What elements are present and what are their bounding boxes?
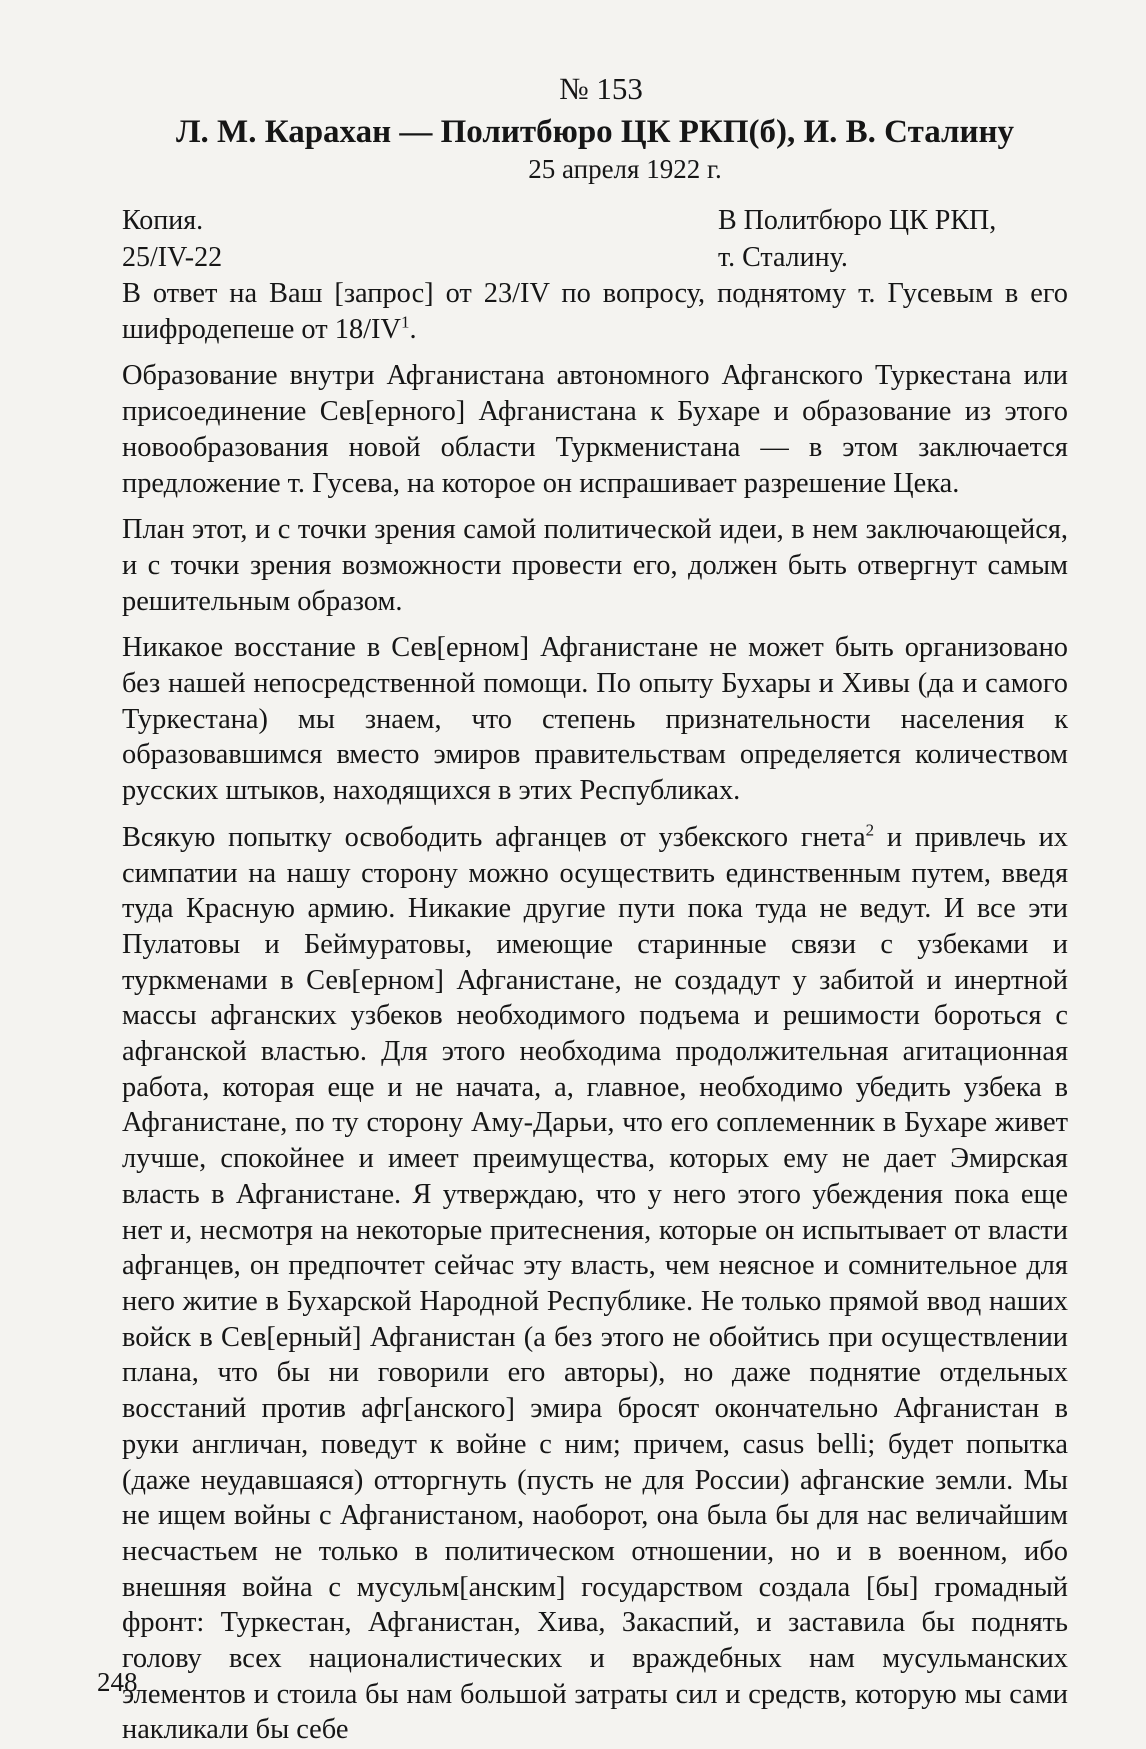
paragraph-5: Всякую попытку освободить афганцев от узбекского гнета$^2$ и привлечь их симпатии на нашу сторону можно осуществить единственным путем, введя туда Красную армию. Никакие другие пути пока туда не ведут. И все эти Пулатовы и Беймуратовы, имеющие старинные связи с узбеками и туркменами в Сев[ерном] Афганистане, не создадут у забитой и инертной массы афганских узбеков необходимого подъема и решимости бороться с афганской властью. Для этого необходима продолжительная агитационная работа, которая еще и не начата, а, главное, необходимо убедить узбека в Афганистане, по ту сторону Аму-Дарьи, что его соплеменник в Бухаре живет лучше, спокойнее и имеет преимущества, которых ему не дает Эмирская власть в Афганистане. Я утверждаю, что у него этого убеждения пока еще нет и, несмотря на некоторые притеснения, которые он испытывает от власти афганцев, он предпочтет сейчас эту власть, чем неясное и сомнительное для него житие в Бухарской Народной Республике. Не только прямой ввод наших войск в Сев[ерный] Афганистан (а без этого не обойтись при осуществлении плана, что бы ни говорили его авторы), но даже поднятие отдельных восстаний против афг[анского] эмира бросят окончательно Афганистан в руки англичан, поведут к войне с ним; причем, casus belli; будет попытка (даже неудавшаяся) отторгнуть (пусть не для России) афганские земли. Мы не ищем войны с Афганистаном, наоборот, она была бы для нас величайшим несчастьем не только в политическом отношении, но и в военном, ибо внешняя война с мусульм[анским] государством создала [бы] громадный фронт: Туркестан, Афганистан, Хива, Закаспий, и заставила бы поднять голову всех националистических и враждебных нам мусульманских элементов и стоила бы нам большой затраты сил и средств, которую мы сами накликали бы себе (122, 820, 1068, 1746)
addressee-line-1: В Политбюро ЦК РКП, (717, 205, 997, 236)
footnote-marker-1: 1 (401, 312, 410, 332)
addressee-line-2: т. Сталину. (717, 242, 848, 273)
letter-header (122, 202, 1068, 276)
copy-label: Копия. (122, 205, 204, 236)
paragraph-1: В ответ на Ваш [запрос] от 23/IV по вопросу, поднятому т. Гусевым в его шифродепеше от $18/IV^1$. (122, 278, 1068, 345)
paragraph-3: План этот, и с точки зрения самой политической идеи, в нем заключающейся, и с точки зрения возможности провести его, должен быть отвергнут самым решительным образом. (122, 514, 1068, 617)
page-number: 248 (97, 1667, 138, 1697)
footnote-marker-2: 2 (865, 820, 875, 840)
paragraph-4: Никакое восстание в Сев[ерном] Афганистане не может быть организовано без нашей непосредственной помощи. По опыту Бухары и Хивы (да и самого Туркестана) мы знаем, что степень признательности населения к образовавшимся вместо эмиров правительствам определяется количеством русских штыков, находящихся в этих Республиках. (122, 632, 1068, 807)
header-left (122, 202, 595, 276)
document-date: 25 апреля 1922 г. (528, 154, 722, 184)
reference-date: 25/IV-22 (122, 242, 223, 273)
document-title: Л. М. Карахан — Политбюро ЦК РКП(б), И. В. Сталину (175, 114, 1015, 150)
paragraph-2: Образование внутри Афганистана автономного Афганского Туркестана или присоединение Сев[ерного] Афганистана к Бухаре и образование из этого новообразования новой области Туркменистана — в этом заключается предложение т. Гусева, на которое он испрашивает разрешение Цека. (122, 360, 1068, 499)
document-number: № 153 (559, 71, 643, 106)
header-right (718, 202, 1068, 276)
